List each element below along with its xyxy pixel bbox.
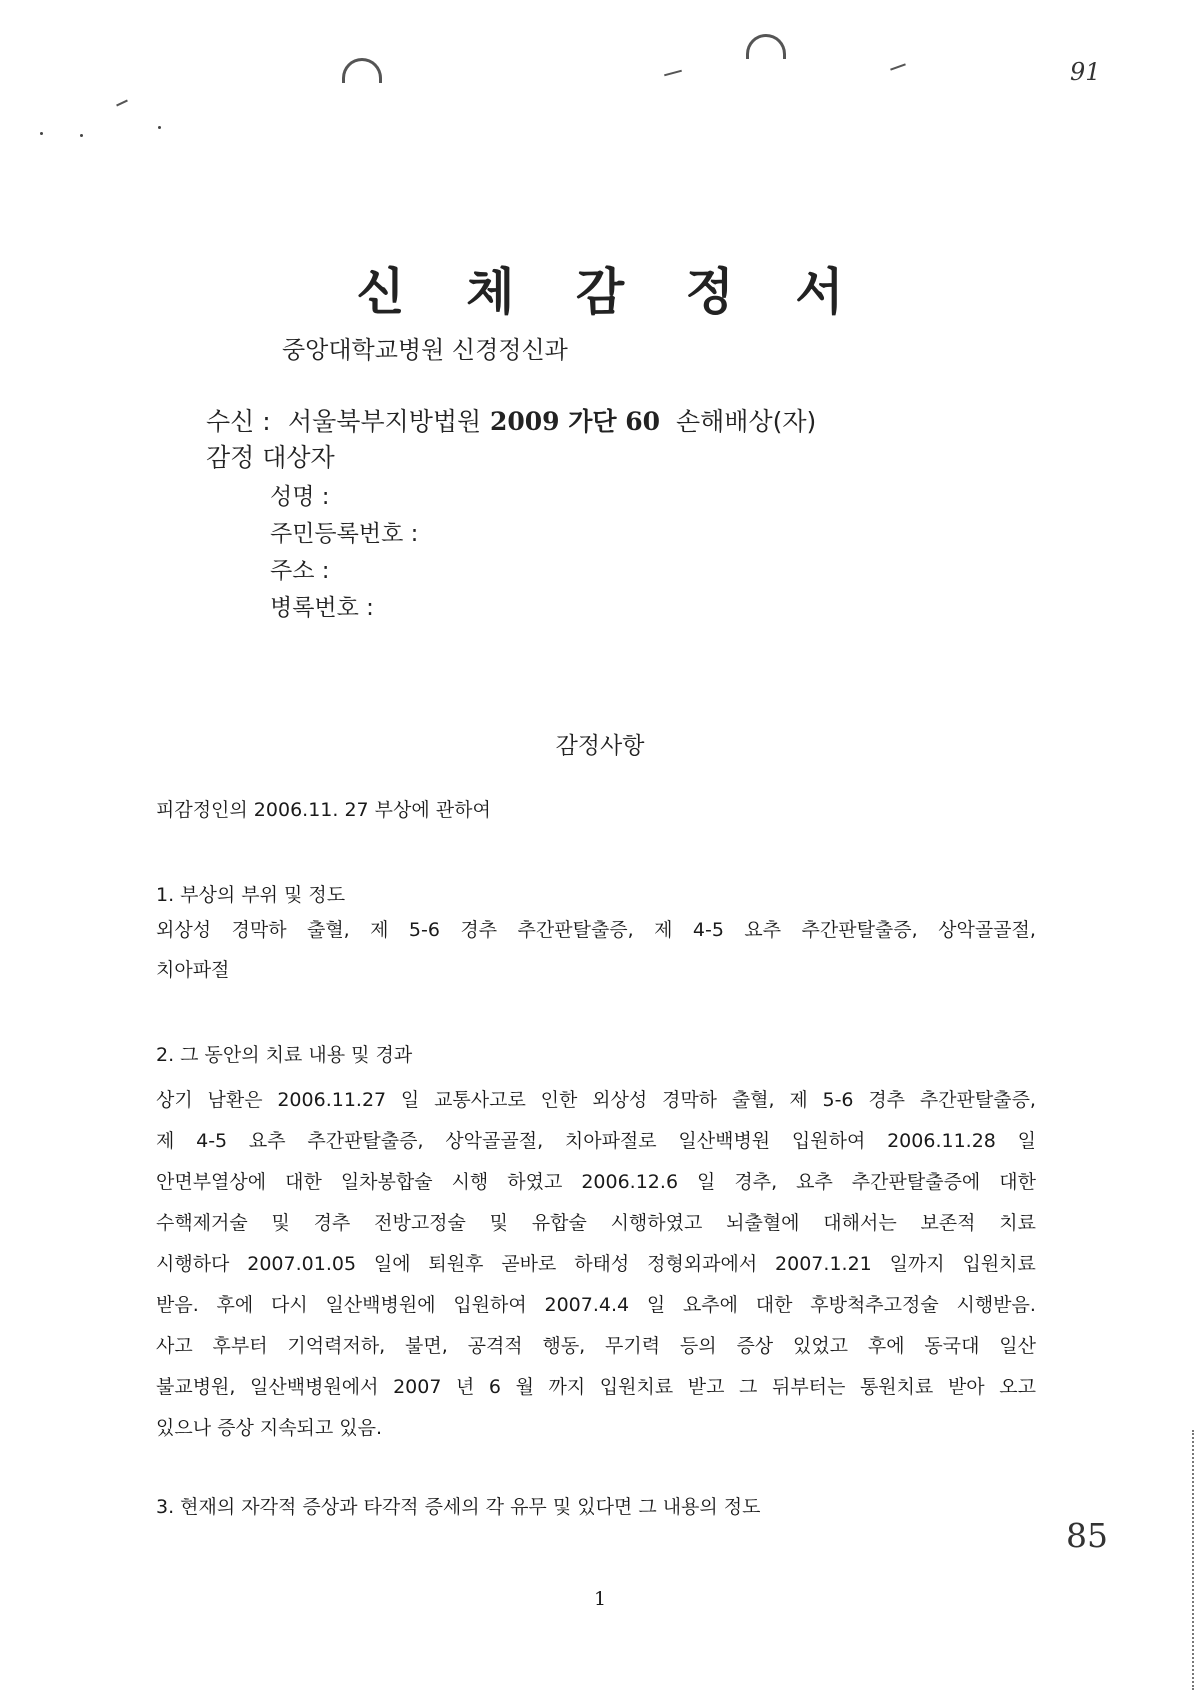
word: 받음. bbox=[156, 1294, 199, 1316]
word: 2006.12.6 bbox=[581, 1171, 679, 1193]
word: 일 bbox=[697, 1171, 716, 1193]
word: 제 bbox=[789, 1089, 808, 1111]
word: 5-6 bbox=[822, 1089, 854, 1111]
word: 일 bbox=[646, 1294, 666, 1316]
word: 및 bbox=[271, 1212, 290, 1234]
word: 요추 bbox=[744, 919, 782, 941]
word: 뒤부터는 bbox=[771, 1376, 846, 1398]
word: 사고 bbox=[156, 1335, 193, 1357]
field-address bbox=[270, 552, 330, 585]
corner-page-number: 91 bbox=[1070, 58, 1101, 86]
word: 대한 bbox=[999, 1171, 1036, 1193]
word: 추간판탈출증, bbox=[517, 919, 634, 941]
item-line bbox=[156, 910, 1036, 950]
word: 경막하 bbox=[661, 1089, 718, 1111]
word: 제 bbox=[156, 1130, 175, 1152]
word: 시행하다 bbox=[156, 1253, 230, 1275]
word: 있었고 bbox=[792, 1335, 849, 1357]
word: 전방고정술 bbox=[374, 1212, 466, 1234]
word: 곧바로 bbox=[501, 1253, 557, 1275]
word: 2006.11.27 bbox=[277, 1089, 387, 1111]
word: 상악골골절, bbox=[938, 919, 1036, 941]
intro-text: 피감정인의 2006.11. 27 부상에 관하여 bbox=[156, 799, 491, 821]
scan-dot bbox=[158, 126, 161, 129]
word: 후방척추고정술 bbox=[810, 1294, 939, 1316]
word: 유합술 bbox=[531, 1212, 587, 1234]
word: 행동, bbox=[542, 1335, 586, 1357]
word: 년 bbox=[456, 1376, 475, 1398]
field-name bbox=[270, 478, 330, 511]
recipient-court: 서울북부지방법원 bbox=[288, 407, 482, 436]
word: 입원치료 bbox=[962, 1253, 1036, 1275]
word: 불면, bbox=[405, 1335, 448, 1357]
field-label: 주민등록번호 : bbox=[270, 521, 419, 547]
word: 치아파절로 bbox=[564, 1130, 657, 1152]
word: 받아 bbox=[947, 1376, 985, 1398]
word: 경추, bbox=[734, 1171, 778, 1193]
scan-edge bbox=[1190, 1430, 1194, 1690]
word: 경막하 bbox=[231, 919, 287, 941]
word: 출혈, bbox=[306, 919, 350, 941]
page-number: 1 bbox=[593, 1588, 607, 1610]
subject-heading: 감정 대상자 bbox=[206, 443, 335, 472]
word: 하였고 bbox=[507, 1171, 563, 1193]
word: 출혈, bbox=[731, 1089, 775, 1111]
word: 하태성 bbox=[574, 1253, 630, 1275]
field-chart-number bbox=[270, 589, 374, 622]
word: 4-5 bbox=[196, 1130, 228, 1152]
word: 일까지 bbox=[889, 1253, 945, 1275]
scan-mark bbox=[116, 100, 128, 107]
word: 상악골골절, bbox=[445, 1130, 544, 1152]
word: 5-6 bbox=[408, 919, 440, 941]
item-line bbox=[156, 1162, 1036, 1202]
word: 입원하여 bbox=[453, 1294, 527, 1316]
word: 경추 bbox=[868, 1089, 906, 1111]
word: 시행받음. bbox=[956, 1294, 1036, 1316]
item-line bbox=[156, 1121, 1036, 1161]
punch-hole-mark bbox=[342, 58, 382, 83]
word: 일에 bbox=[373, 1253, 411, 1275]
word: 받고 bbox=[687, 1376, 725, 1398]
word: 추간판탈출증, bbox=[919, 1089, 1036, 1111]
item-heading: 3. 현재의 자각적 증상과 타각적 증세의 각 유무 및 있다면 그 내용의 정도 bbox=[156, 1496, 761, 1518]
word: 요추 bbox=[248, 1130, 286, 1152]
field-resident-number bbox=[270, 515, 418, 548]
word: 퇴원후 bbox=[428, 1253, 484, 1275]
case-number: 2009 가단 60 bbox=[490, 407, 661, 436]
word: 남환은 bbox=[207, 1089, 263, 1111]
word: 일차봉합술 bbox=[340, 1171, 433, 1193]
item-heading: 2. 그 동안의 치료 내용 및 경과 bbox=[156, 1044, 413, 1066]
item-line bbox=[156, 1203, 1036, 1243]
word: 교통사고로 bbox=[434, 1089, 526, 1111]
word: 증상 bbox=[736, 1335, 774, 1357]
word: 대해서는 bbox=[823, 1212, 897, 1234]
word: 시행하였고 bbox=[610, 1212, 703, 1234]
word: 인한 bbox=[540, 1089, 578, 1111]
scan-mark bbox=[664, 70, 682, 77]
department: 중앙대학교병원 신경정신과 bbox=[282, 336, 568, 364]
word: 일 bbox=[1017, 1130, 1036, 1152]
punch-hole-mark bbox=[746, 34, 786, 59]
item-line bbox=[156, 1244, 1036, 1284]
word: 뇌출혈에 bbox=[726, 1212, 800, 1234]
word: 요추 bbox=[796, 1171, 833, 1193]
word: 정형외과에서 bbox=[647, 1253, 758, 1275]
word: 제 bbox=[654, 919, 673, 941]
item-line bbox=[156, 950, 1036, 990]
word: 경추 bbox=[313, 1212, 351, 1234]
word: 후부터 bbox=[212, 1335, 268, 1357]
word: 경추 bbox=[460, 919, 498, 941]
word: 시행 bbox=[451, 1171, 489, 1193]
field-label: 병록번호 : bbox=[270, 595, 374, 621]
word: 입원치료 bbox=[599, 1376, 674, 1398]
word: 추간판탈출증, bbox=[801, 919, 918, 941]
word: 일산 bbox=[999, 1335, 1036, 1357]
word: 기억력저하, bbox=[287, 1335, 386, 1357]
scan-dot bbox=[80, 134, 83, 137]
item-line bbox=[156, 1285, 1036, 1325]
stamp-number: 85 bbox=[1066, 1516, 1108, 1555]
document-title: 신 체 감 정 서 bbox=[356, 263, 866, 321]
word: 2007 bbox=[393, 1376, 442, 1398]
word: 입원하여 bbox=[791, 1130, 866, 1152]
word: 6 bbox=[488, 1376, 502, 1398]
case-type: 손해배상(자) bbox=[676, 407, 817, 436]
item-line bbox=[156, 1408, 1036, 1448]
word: 불교병원, bbox=[156, 1376, 236, 1398]
word: 일산백병원에서 bbox=[250, 1376, 379, 1398]
word: 2006.11.28 bbox=[887, 1130, 996, 1152]
field-label: 성명 : bbox=[270, 484, 330, 510]
scan-mark bbox=[890, 63, 906, 70]
word: 요추에 bbox=[682, 1294, 739, 1316]
word: 안면부열상에 bbox=[156, 1171, 267, 1193]
word: 대한 bbox=[285, 1171, 322, 1193]
word: 후에 bbox=[216, 1294, 254, 1316]
word: 일 bbox=[400, 1089, 420, 1111]
word: 까지 bbox=[548, 1376, 586, 1398]
word: 치료 bbox=[999, 1212, 1036, 1234]
word: 다시 bbox=[270, 1294, 308, 1316]
word: 2007.4.4 bbox=[544, 1294, 630, 1316]
item-line bbox=[156, 1326, 1036, 1366]
word: 외상성 bbox=[592, 1089, 648, 1111]
item-heading: 1. 부상의 부위 및 정도 bbox=[156, 884, 346, 906]
word: 무기력 bbox=[605, 1335, 661, 1357]
word: 제 bbox=[370, 919, 389, 941]
word: 대한 bbox=[755, 1294, 793, 1316]
word: 2007.01.05 bbox=[247, 1253, 357, 1275]
word: 공격적 bbox=[467, 1335, 523, 1357]
word: 동국대 bbox=[924, 1335, 980, 1357]
recipient-label: 수신 : bbox=[206, 407, 271, 436]
section-title: 감정사항 bbox=[555, 733, 645, 759]
word: 추간판탈출증에 bbox=[851, 1171, 981, 1193]
word: 후에 bbox=[867, 1335, 905, 1357]
word: 추간판탈출증, bbox=[307, 1130, 424, 1152]
word: 4-5 bbox=[692, 919, 724, 941]
word: 등의 bbox=[679, 1335, 717, 1357]
word: 보존적 bbox=[920, 1212, 976, 1234]
word: 2007.1.21 bbox=[775, 1253, 872, 1275]
word: 일산백병원 bbox=[678, 1130, 771, 1152]
field-label: 주소 : bbox=[270, 558, 330, 584]
word: 외상성 bbox=[156, 919, 212, 941]
word: 수핵제거술 bbox=[156, 1212, 248, 1234]
item-line bbox=[156, 1080, 1036, 1120]
word: 그 bbox=[739, 1376, 758, 1398]
line-text: 있으나 증상 지속되고 있음. bbox=[156, 1417, 383, 1439]
word: 월 bbox=[515, 1376, 534, 1398]
word: 일산백병원에 bbox=[325, 1294, 436, 1316]
word: 오고 bbox=[999, 1376, 1036, 1398]
line-text: 치아파절 bbox=[156, 959, 230, 981]
word: 및 bbox=[489, 1212, 508, 1234]
word: 상기 bbox=[156, 1089, 193, 1111]
item-line bbox=[156, 1367, 1036, 1407]
word: 통원치료 bbox=[859, 1376, 934, 1398]
scan-dot bbox=[40, 132, 43, 135]
